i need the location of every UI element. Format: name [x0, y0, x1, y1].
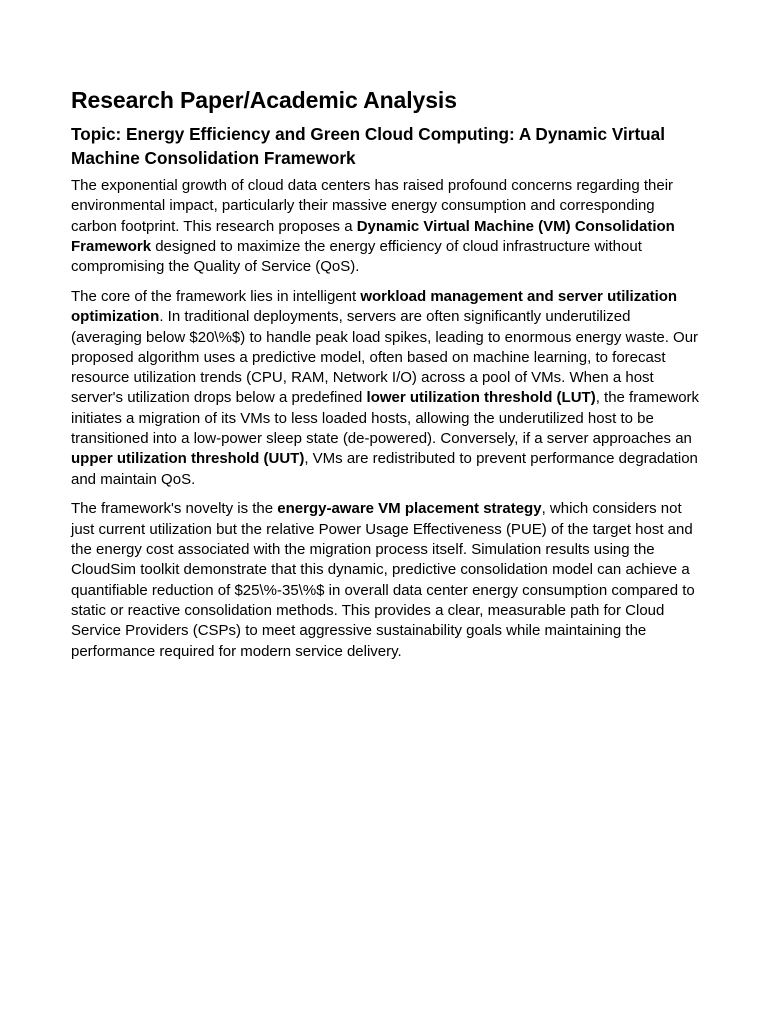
paragraph-intro: [71, 176, 701, 277]
bold-term: Dynamic Virtual Machine (VM) Consolidation Framework: [71, 217, 675, 255]
bold-term: energy-aware VM placement strategy: [277, 500, 542, 518]
document-page: [71, 84, 701, 671]
bold-term: upper utilization threshold (UUT): [71, 450, 305, 468]
bold-term: lower utilization threshold (LUT): [366, 389, 596, 407]
paragraph-text: . In traditional deployments, servers are often significantly underutilized (averaging below $20\%$) to handle peak load spikes, leading to enormous energy waste. Our proposed algorithm uses a predictive model, often based on machine learning, to forecast resource utilization trends (CPU, RAM, Network I/O) across a pool of VMs. When a host server's utilization drops below a predefined: [71, 308, 699, 407]
paragraph-text: designed to maximize the energy efficiency of cloud infrastructure without compromising the Quality of Service (QoS).: [71, 237, 642, 276]
paragraph-text: The framework's novelty is the: [71, 500, 278, 518]
paragraph-text: The exponential growth of cloud data centers has raised profound concerns regarding their environmental impact, particularly their massive energy consumption and corresponding carbon footprint. This research proposes a: [71, 177, 674, 235]
paragraph-text: The core of the framework lies in intelligent: [71, 287, 361, 305]
paragraph-novelty: [71, 499, 701, 661]
paragraph-text: , which considers not just current utilization but the relative Power Usage Effectiveness (PUE) of the target host and the energy cost associated with the migration process itself. Simulation results using the CloudSim toolkit demonstrate that this dynamic, predictive consolidation model can achieve a quantifiable reduction of $25\%-35\%$ in overall data center energy consumption compared to static or reactive consolidation methods. This provides a clear, measurable path for Cloud Service Providers (CSPs) to meet aggressive sustainability goals while maintaining the performance required for modern service delivery.: [71, 500, 695, 660]
document-title: Research Paper/Academic Analysis: [71, 87, 457, 113]
paragraph-core: [71, 287, 701, 490]
paragraph-text: , the framework initiates a migration of its VMs to less loaded hosts, allowing the underutilized host to be transitioned into a low-power sleep state (de-powered). Conversely, if a server approaches an: [71, 389, 700, 448]
paragraph-text: , VMs are redistributed to prevent performance degradation and maintain QoS.: [71, 450, 698, 488]
document-topic: Topic: Energy Efficiency and Green Cloud Computing: A Dynamic Virtual Machine Consolidation Framework: [71, 124, 665, 168]
bold-term: workload management and server utilization optimization: [71, 287, 678, 326]
